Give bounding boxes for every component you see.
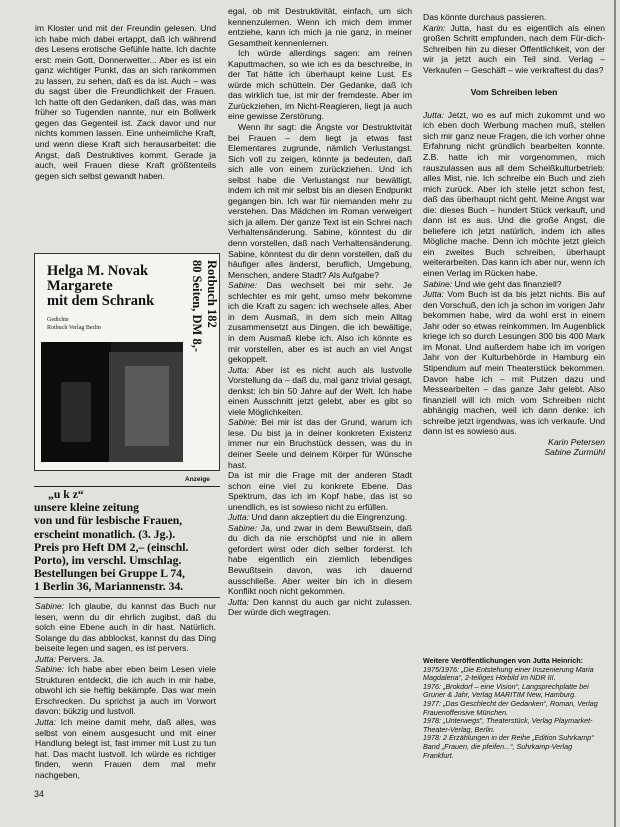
speech: Das wechselt bei mir sehr. Je schlechter es mir geht, umso mehr bekomme ich die Kraft zu sagen: ich wechsele alles. Aber in dem Ausmaß, in dem sich mein Alltag zusammensetzt aus Dingen, die ich bewältige, in dem Ausmaß klebe ich. Also ich könnte es mir vorstellen, aber es ist auch an viel Angst gekoppelt. (228, 280, 412, 365)
speaker: Jutta: (228, 512, 250, 523)
column-middle (228, 6, 412, 618)
speech: Ich glaube, du kannst das Buch nur lesen, wenn du dir ehrlich zugibst, daß du solch eine Ebene auch in dir hast. Natürlich. Solange du das abblockst, kannst du das Ding beiseite legen und sagen, es ist pervers. (35, 601, 216, 654)
speech: Pervers. Ja. (56, 653, 105, 664)
speaker: Sabine: (35, 664, 65, 675)
publication-item: 1978: 2 Erzählungen in der Reihe „Edition Suhrkamp“ Band „Frauen, die pfeifen...“, Suhrkamp-Verlag Frankfurt. (423, 733, 594, 760)
dialogue-paragraph (228, 48, 412, 122)
speech: Aber ist es nicht auch als lustvolle Vorstellung da – daß du, mal ganz trivial gesagt, denkst: ich bin 50 Jahre auf der Welt. Ich habe einen Ausschnitt jetzt gelebt, aber es gibt so viele Möglichkeiten. (228, 364, 412, 417)
speech: Da ist mir die Frage mit der anderen Stadt schon eine viel zu konkrete Ebene. Das Spektrum, das ich im Kopf habe, das ist so unendlich, es ist sowieso nicht zu erfüllen. (228, 470, 412, 512)
dialogue-paragraph (35, 664, 216, 717)
divider (34, 597, 220, 598)
dialogue-paragraph (35, 717, 216, 780)
speech: Ich habe aber eben beim Lesen viele Strukturen entdeckt, die ich auch in mir habe, obwohl ich sie heftig bekämpfe. Das war mein Erschrecken. Du sprichst ja auch im Vorwort davon: bükzig und lustvoll. (35, 664, 216, 717)
ukz-line: Preis pro Heft DM 2,– (einschl. (34, 540, 189, 554)
page-number: 34 (34, 789, 45, 799)
signature: Karin Petersen (548, 436, 605, 447)
speech: Den kannst du auch gar nicht zulassen. Der würde dich wegtragen. (228, 596, 412, 618)
publication-item: 1978: „Unterwegs“, Theaterstück, Verlag Playmarket-Theater-Verlag, Berlin. (423, 716, 593, 734)
speaker: Jutta: (423, 109, 445, 120)
ukz-line: „u k z“ (48, 488, 84, 501)
ukz-line: 1 Berlin 36, Mariannenstr. 34. (34, 580, 184, 594)
ukz-line: Porto), im verschl. Umschlag. (34, 554, 182, 568)
ad-book-subtitle: Gedichte Rotbuch Verlag Berlin (47, 317, 101, 331)
ukz-line: erscheint monatlich. (3. Jg.). (34, 527, 176, 541)
dialogue-paragraph (228, 470, 412, 512)
speech: Vom Buch ist da bis jetzt nichts. Bis auf den Vorschuß, den ich ja schon im vorigen Jahr bekommen habe, wird da wohl erst in einem Jahr oder so etwas reinkommen. Im Augenblick kriege ich so durch Lesungen 300 bis 400 Mark im Monat. Und außerdem habe ich im vorigen Jahr von der Kulturbehörde in Hamburg ein Stipendium auf mein Theaterstück bekommen. Davon habe ich – mit Putzen dazu und Messearbeiten – das ganze Jahr gelebt. Also finanziell will ich mich vom Schreiben nicht abhängig machen, weil ich dann denke: ich schreibe jetzt irgendwas, was ich verkaufe. Und dann ist es sowieso aus. (423, 289, 605, 437)
dialogue-paragraph (228, 523, 412, 597)
dialogue-paragraph (423, 12, 605, 23)
speech: Das könnte durchaus passieren. (423, 12, 547, 22)
publication-item: 1976: „Brokdorf – eine Vision“, Langsprechplatte bei Gruner & Jahr, Verlag MARITIM New, Hamburg. (423, 681, 589, 700)
column-left (35, 23, 216, 181)
dialogue-paragraph (228, 6, 412, 48)
speaker: Jutta: (228, 364, 250, 375)
publication-item: 1977: „Das Geschlecht der Gedanken“, Roman, Verlag Frauenoffensive München. (423, 698, 598, 717)
book-advertisement (34, 253, 220, 471)
speaker: Sabine: (423, 278, 453, 289)
signature: Sabine Zurmühl (544, 447, 605, 458)
speaker: Jutta: (35, 717, 57, 728)
dialogue-paragraph (423, 279, 605, 290)
speech: egal, ob mit Destruktivität, einfach, um sich kennenzulernen. Wenn ich mich dem immer entziehe, kann ich mich ja nie ganz, in meiner Gesamtheit kennenlernen. (228, 6, 412, 48)
dialogue-paragraph (35, 601, 216, 654)
speech: Jetzt, wo es auf mich zukommt und wo ich eben doch Werbung machen muß, stellen sich mir ganz neue Fragen, die ich vorher ohne Erfahrung nicht gründlich bearbeiten konnte. Z.B. hatte ich mir vorgenommen, mich rauszulassen aus all dem Scheißkulturbetrieb: alles Mist, nie. Ich schreibe ein Buch und zieh mich zurück. Aber ich stelle jetzt schon fest, daß das überhaupt nicht geht. Meine Angst war die: dieses Buch – hundert Stück verkauft, und dann ist es aus. Und die große Angst, die beliefere ich jetzt natürlich, indem ich alles Mögliche mache. Denn ich möchte jetzt gleich ein zweites Buch schreiben, überhaupt weiterarbeiten. Das kann ich aber nur, wenn ich einen Verlag im Rücken habe. (423, 109, 605, 279)
speech: Ich würde allerdings sagen: am reinen Kaputtmachen, so wie ich es da beschreibe, in der Tat hätte ich überhaupt keine Lust. Es würde mich schütteln. Der Gedanke, daß ich das wirklich tue, ist mir der fremdeste. Aber im Zurückziehen, im Nicht-Reagieren, liegt ja auch eine gewisse Zerstörung. (228, 48, 412, 122)
dialogue-paragraph (423, 23, 605, 76)
ad-price-info: Rotbuch 182 80 Seiten, DM 8,- (190, 260, 219, 352)
speaker: Sabine: (228, 417, 258, 428)
section-heading: Vom Schreiben leben (470, 87, 558, 98)
ad-side-text (185, 260, 219, 420)
dialogue-paragraph (228, 512, 412, 523)
ad-label: Anzeige (185, 476, 210, 483)
dialogue-paragraph (35, 654, 216, 665)
speech: Und wie geht das finanziell? (452, 278, 562, 289)
speaker: Karin: (423, 22, 446, 33)
speaker: Sabine: (35, 601, 65, 611)
speech: Und dann akzeptiert du die Eingrenzung. (249, 512, 408, 523)
speech: Wenn ihr sagt: die Ängste vor Destruktivität bei Frauen – dem liegt ja etwas fast Elementares zugrunde, nämlich Verlustangst. Sich voll zu zeigen, könnte ja bedeuten, daß sich alle von einem zurückziehen. Und ich selbst habe die Verlustangst nur bewältigt, indem ich mit mir selbst bis an diesen Endpunkt gegangen bin. Ich war für niemanden mehr zu verstehen. Das Mädchen im Roman verweigert sich ja allem. Der ganze Text ist ein Schrei nach Verhaltensänderung. Sabine, könntest du dir denn vorstellen, daß nach Verhaltensänderung. Sabine, könntest du dir denn vorstellen, daß du häufiger alles änderst, beruflich, Umgebung, Menschen, andere Stadt? Als Aufgabe? (228, 122, 412, 280)
speech: Jutta, hast du es eigentlich als einen großen Schritt empfunden, nach dem Für-dich-Schreiben hin zu dieser Öffentlichkeit, von der wir ja jetzt auch ein Teil sind. Verlag – Verkaufen – Geschäft – wie verkraftest du das? (423, 22, 605, 75)
ukz-line: von und für lesbische Frauen, (34, 514, 183, 528)
dialogue-paragraph (228, 280, 412, 364)
speaker: Sabine: (228, 522, 258, 533)
publication-item: 1975/1976: „Die Entstehung einer Inszenierung Maria Magdalena“, 2-teiliges Hörbild im NDR III. (423, 664, 594, 683)
dialogue-paragraph (423, 110, 605, 279)
ad-book-title: Helga M. Novak Margarete mit dem Schrank (47, 263, 155, 309)
dialogue-paragraph (228, 122, 412, 280)
ukz-advertisement (34, 488, 220, 594)
speaker: Sabine: (228, 280, 258, 291)
dialogue-paragraph (423, 289, 605, 437)
speaker: Jutta: (423, 289, 445, 300)
paragraph: im Kloster und mit der Freundin gelesen. Und ich habe mich dabei ertappt, daß ich während des Lesens erotische Gefühle hatte. Ich dachte erst: mein Gott, Donnerwetter... Aber es ist ein ganz wichtiger Punkt, das an sich rankommen zu lassen, zu sehen, daß es da ist. Auch – was du sagst über die Freundlichkeit der Frauen. Ich hatte oft den Gedanken, daß das, was man früher so Tugenden nannte, nur ein Bollwerk gegen das Gegenteil ist. Zack davor und nur nichts kommen lassen. Eine unheimliche Kraft, und wenn diese Kraft sich herausarbeitet: die Angst, daß Destruktives kommt. Gerade ja auch, weil Frauen diese Kraft größtenteils gegen sich selbst gewandt haben. (35, 23, 216, 181)
ukz-line: Bestellungen bei Gruppe L 74, (34, 567, 185, 581)
dialogue-paragraph (228, 365, 412, 418)
ad-cover-photo (41, 342, 183, 462)
speech: Bei mir ist das der Grund, warum ich lese. Du bist ja in deiner konkreten Existenz immer nur ein Bruchstück dessen, was du in deiner Seele und deinem Körper für Wünsche hast. (228, 417, 412, 470)
page-edge (614, 0, 616, 827)
divider (34, 486, 220, 487)
column-right (423, 12, 605, 458)
ukz-line: unsere kleine zeitung (34, 501, 139, 515)
speech: Ich meine damit mehr, daß alles, was selbst von einem ausgesucht und mit einer Handlung belegt ist, fast immer mit Lust zu tun hat. Das macht lustvoll. Ich würde es richtiger finden, wenn Frauen dem mal mehr nachgeben, (35, 717, 216, 780)
dialogue-paragraph (228, 597, 412, 618)
column-left-bottom (35, 601, 216, 780)
speaker: Jutta: (35, 653, 57, 664)
speech: Ja, und zwar in dem Bewußtsein, daß du dich da nie erschöpfst und nie in allem gefordert wirst oder dich selber forderst. Ich habe eigentlich ein ziemlich lebendiges Bewußtsein davon, was ich dauernd ausschließe. Aber weiter bin ich in diesem Konflikt noch nicht gekommen. (228, 522, 412, 597)
speaker: Jutta: (228, 596, 250, 607)
publications-heading: Weitere Veröffentlichungen von Jutta Heinrich: (423, 656, 584, 665)
publications-box (423, 657, 603, 760)
dialogue-paragraph (228, 417, 412, 470)
